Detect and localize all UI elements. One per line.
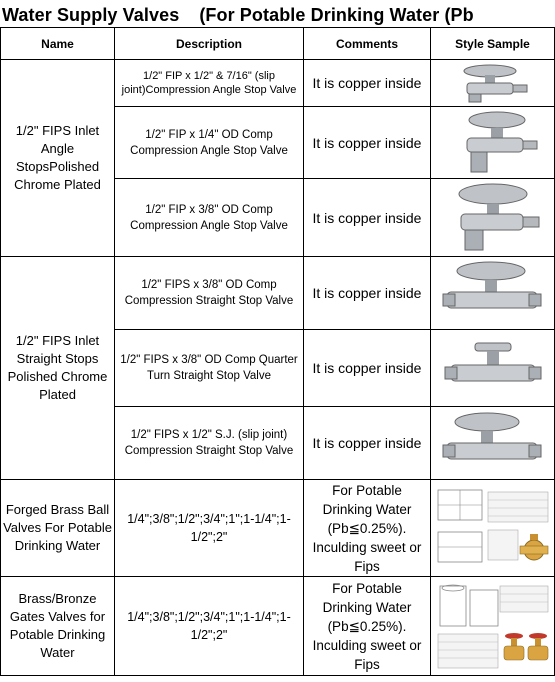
title-sub: (For Potable Drinking Water (Pb: [199, 5, 474, 25]
gate-valve-drawing-icon: [434, 580, 552, 672]
comment-cell: It is copper inside: [304, 107, 431, 179]
description-cell: 1/2" FIP x 1/2" & 7/16" (slip joint)Compression Angle Stop Valve: [115, 60, 304, 107]
comment-cell: It is copper inside: [304, 257, 431, 330]
table-row: [1, 577, 555, 676]
page-title: [2, 0, 474, 28]
straight-stop-valve-icon: [441, 259, 545, 327]
table-row: [1, 257, 555, 330]
group-name: Forged Brass Ball Valves For Potable Drinking Water: [1, 480, 115, 577]
angle-stop-valve-icon: [445, 110, 541, 176]
angle-stop-valve-icon: [445, 63, 541, 103]
comment-cell: It is copper inside: [304, 330, 431, 407]
description-cell: 1/2" FIP x 3/8" OD Comp Compression Angle Stop Valve: [115, 179, 304, 257]
comment-cell: For Potable Drinking Water (Pb≦0.25%). Inculding sweet or Fips: [304, 577, 431, 676]
description-cell: 1/2" FIPS x 3/8" OD Comp Compression Straight Stop Valve: [115, 257, 304, 330]
angle-stop-valve-icon: [441, 182, 545, 254]
ball-valve-drawing-icon: [434, 484, 552, 572]
group-name: 1/2" FIPS Inlet Angle StopsPolished Chrome Plated: [1, 60, 115, 257]
style-sample-cell: [431, 407, 555, 480]
style-sample-cell: [431, 107, 555, 179]
description-cell: 1/4";3/8";1/2";3/4";1";1-1/4";1-1/2";2": [115, 577, 304, 676]
comment-cell: For Potable Drinking Water (Pb≦0.25%). Inculding sweet or Fips: [304, 480, 431, 577]
table-row: [1, 480, 555, 577]
group-name: Brass/Bronze Gates Valves for Potable Drinking Water: [1, 577, 115, 676]
description-cell: 1/4";3/8";1/2";3/4";1";1-1/4";1-1/2";2": [115, 480, 304, 577]
style-sample-cell: [431, 179, 555, 257]
style-sample-cell: [431, 480, 555, 577]
straight-stop-valve-icon: [441, 410, 545, 476]
description-cell: 1/2" FIPS x 1/2" S.J. (slip joint) Compression Straight Stop Valve: [115, 407, 304, 480]
description-cell: 1/2" FIP x 1/4" OD Comp Compression Angle Stop Valve: [115, 107, 304, 179]
header-name: Name: [1, 28, 115, 60]
header-row: [1, 28, 555, 60]
style-sample-cell: [431, 577, 555, 676]
style-sample-cell: [431, 330, 555, 407]
header-comments: Comments: [304, 28, 431, 60]
comment-cell: It is copper inside: [304, 407, 431, 480]
description-cell: 1/2" FIPS x 3/8" OD Comp Quarter Turn Straight Stop Valve: [115, 330, 304, 407]
title-main: Water Supply Valves: [2, 5, 180, 25]
header-style-sample: Style Sample: [431, 28, 555, 60]
straight-stop-valve-icon: [441, 335, 545, 401]
comment-cell: It is copper inside: [304, 60, 431, 107]
valve-table: [0, 27, 555, 676]
table-row: [1, 60, 555, 107]
comment-cell: It is copper inside: [304, 179, 431, 257]
group-name: 1/2" FIPS Inlet Straight Stops Polished Chrome Plated: [1, 257, 115, 480]
style-sample-cell: [431, 257, 555, 330]
header-description: Description: [115, 28, 304, 60]
style-sample-cell: [431, 60, 555, 107]
